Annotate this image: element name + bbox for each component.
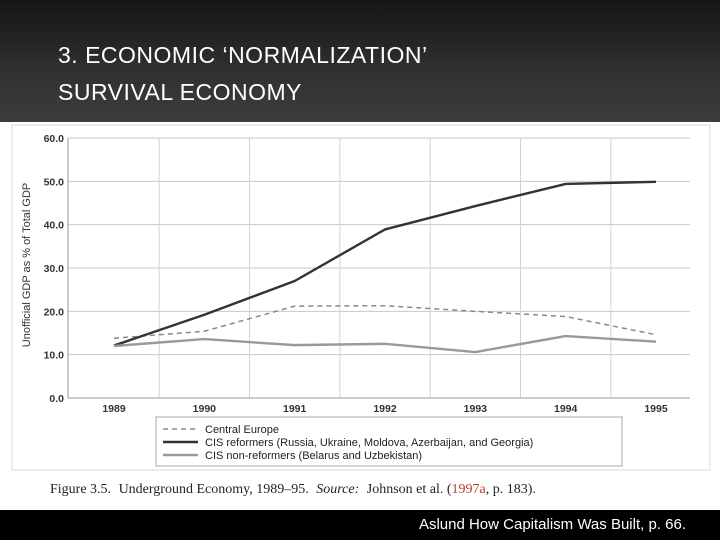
citation-bar [0,510,720,540]
figure-caption-page: , p. 183). [485,482,536,497]
y-tick-label: 10.0 [43,349,64,362]
figure-caption-reference-link[interactable]: 1997a [451,482,486,497]
y-tick-label: 30.0 [43,263,64,275]
legend-label-2: CIS reformers (Russia, Ukraine, Moldova, Azerbaijan, and Georgia) [205,437,534,449]
x-tick-label: 1992 [373,403,397,415]
slide-header [0,0,720,122]
grid [68,138,690,398]
legend-label-1: Central Europe [205,424,279,436]
series-line-3 [114,336,656,352]
y-tick-label: 0.0 [49,393,64,405]
x-tick-label: 1991 [282,403,307,415]
figure-caption-source-label: Source: [316,482,360,497]
x-tick-label: 1990 [192,403,217,415]
figure-caption-title: Underground Economy, 1989–95. [118,482,309,497]
x-tick-label: 1995 [644,403,668,415]
y-tick-label: 20.0 [43,306,64,319]
figure-caption-author: Johnson et al. ( [366,482,452,497]
series-line-1 [114,306,656,339]
slide-title-line-2: SURVIVAL ECONOMY [58,79,303,105]
legend-label-3: CIS non-reformers (Belarus and Uzbekistan) [205,450,423,462]
series-line-2 [114,182,656,346]
figure-caption [50,482,536,497]
x-tick-label: 1994 [553,403,578,415]
slide-title-line-1: 3. ECONOMIC ‘NORMALIZATION’ [58,42,428,68]
citation-text: Aslund How Capitalism Was Built, p. 66. [418,516,686,533]
x-tick-label: 1989 [102,403,126,415]
x-tick-label: 1993 [463,403,488,415]
y-axis-title: Unofficial GDP as % of Total GDP [21,182,33,348]
legend [156,417,622,466]
series [114,182,656,352]
y-tick-label: 50.0 [43,176,64,189]
axes [44,133,690,415]
figure-caption-label: Figure 3.5. [50,482,112,497]
underground-economy-chart [0,122,720,510]
y-tick-label: 60.0 [43,133,64,145]
y-tick-label: 40.0 [43,219,64,232]
